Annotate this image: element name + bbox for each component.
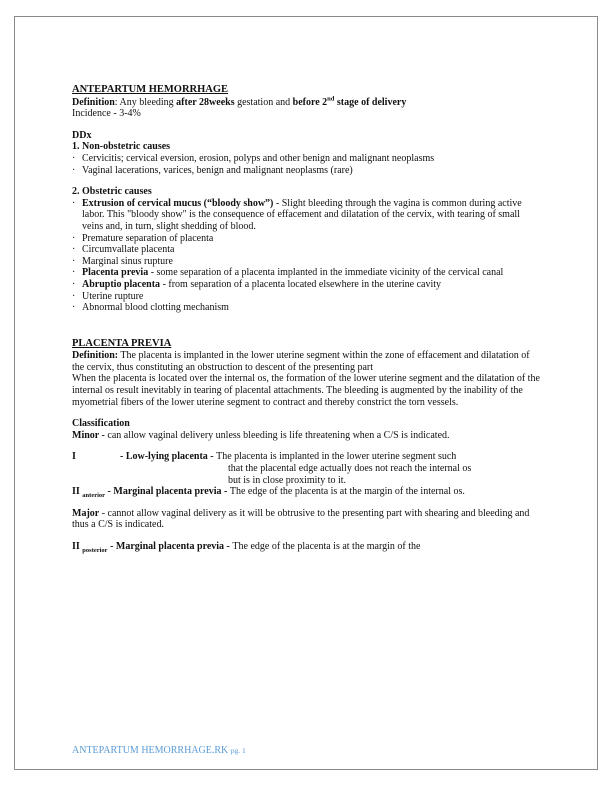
- grade-1-cont-c: but is in close proximity to it.: [228, 474, 347, 486]
- list-item: · Cervicitis; cervical eversion, erosion, polyps and other benign and malignant neoplasms: [72, 153, 542, 165]
- grade-1-row: I - Low-lying placenta - The placenta is implanted in the lower uterine segment such: [72, 451, 457, 463]
- definition-line: Definition: Any bleeding after 28weeks gestation and before 2nd stage of delivery: [72, 95, 407, 108]
- obstetric-heading: 2. Obstetric causes: [72, 186, 152, 198]
- major-line: Major - cannot allow vaginal delivery as it will be obtrusive to the presenting part with shearing and bleeding and thus a C/S is indicated.: [72, 507, 530, 531]
- ddx-heading: DDx: [72, 129, 92, 141]
- minor-line: Minor - can allow vaginal delivery unless bleeding is life threatening when a C/S is indicated.: [72, 429, 450, 441]
- incidence-line: Incidence - 3-4%: [72, 108, 141, 120]
- list-item: · Vaginal lacerations, varices, benign and malignant neoplasms (rare): [72, 165, 542, 177]
- list-item: · Abnormal blood clotting mechanism: [72, 302, 542, 314]
- non-obstetric-heading: 1. Non-obstetric causes: [72, 141, 171, 153]
- previa-paragraph: When the placenta is located over the internal os, the formation of the lower uterine segment and the dilatation of the internal os result inevitably in tearing of placental attachments. The bleeding is augmented by the inability of the myometrial fibers of the lower uterine segment to contract and thereby constrict the torn vessels.: [72, 373, 540, 408]
- list-item: · Circumvallate placenta: [72, 244, 542, 256]
- classification-heading: Classification: [72, 418, 130, 430]
- list-item: · Extrusion of cervical mucus (“bloody show”) - Slight bleeding through the vagina is common during active labor. This "bloody show" is the consequence of effacement and dilatation of the cervix, with tearing of small veins and, in turn, slight shedding of blood.: [72, 198, 542, 233]
- page-title: ANTEPARTUM HEMORRHAGE: [72, 84, 229, 95]
- list-item: · Premature separation of placenta: [72, 233, 542, 245]
- grade-2-posterior-row: II $_{posterior}$ - Marginal placenta previa - The edge of the placenta is at the margin of the: [72, 541, 421, 554]
- list-item: · Uterine rupture: [72, 291, 542, 303]
- page-number: pg. 1: [230, 746, 246, 755]
- list-item: · Abruptio placenta - from separation of a placenta located elsewhere in the uterine cavity: [72, 279, 542, 291]
- section-heading-previa: PLACENTA PREVIA: [72, 337, 172, 349]
- list-item: · Marginal sinus rupture: [72, 256, 542, 268]
- grade-2-anterior-row: II $_{anterior}$ - Marginal placenta previa - The edge of the placenta is at the margin of the internal os.: [72, 486, 465, 500]
- footer-text: ANTEPARTUM HEMORRHAGE.RK: [72, 745, 231, 756]
- grade-1-cont-b: that the placental edge actually does not reach the internal os: [228, 463, 472, 475]
- list-item: · Placenta previa - some separation of a placenta implanted in the immediate vicinity of the cervical canal: [72, 267, 542, 279]
- definition-label: Definition: [72, 96, 115, 108]
- document-body: [72, 84, 542, 553]
- page-footer: [72, 745, 246, 756]
- previa-definition: Definition: The placenta is implanted in the lower uterine segment within the zone of effacement and dilatation of the cervix, thus constituting an obstruction to descent of the presenting part: [72, 350, 530, 373]
